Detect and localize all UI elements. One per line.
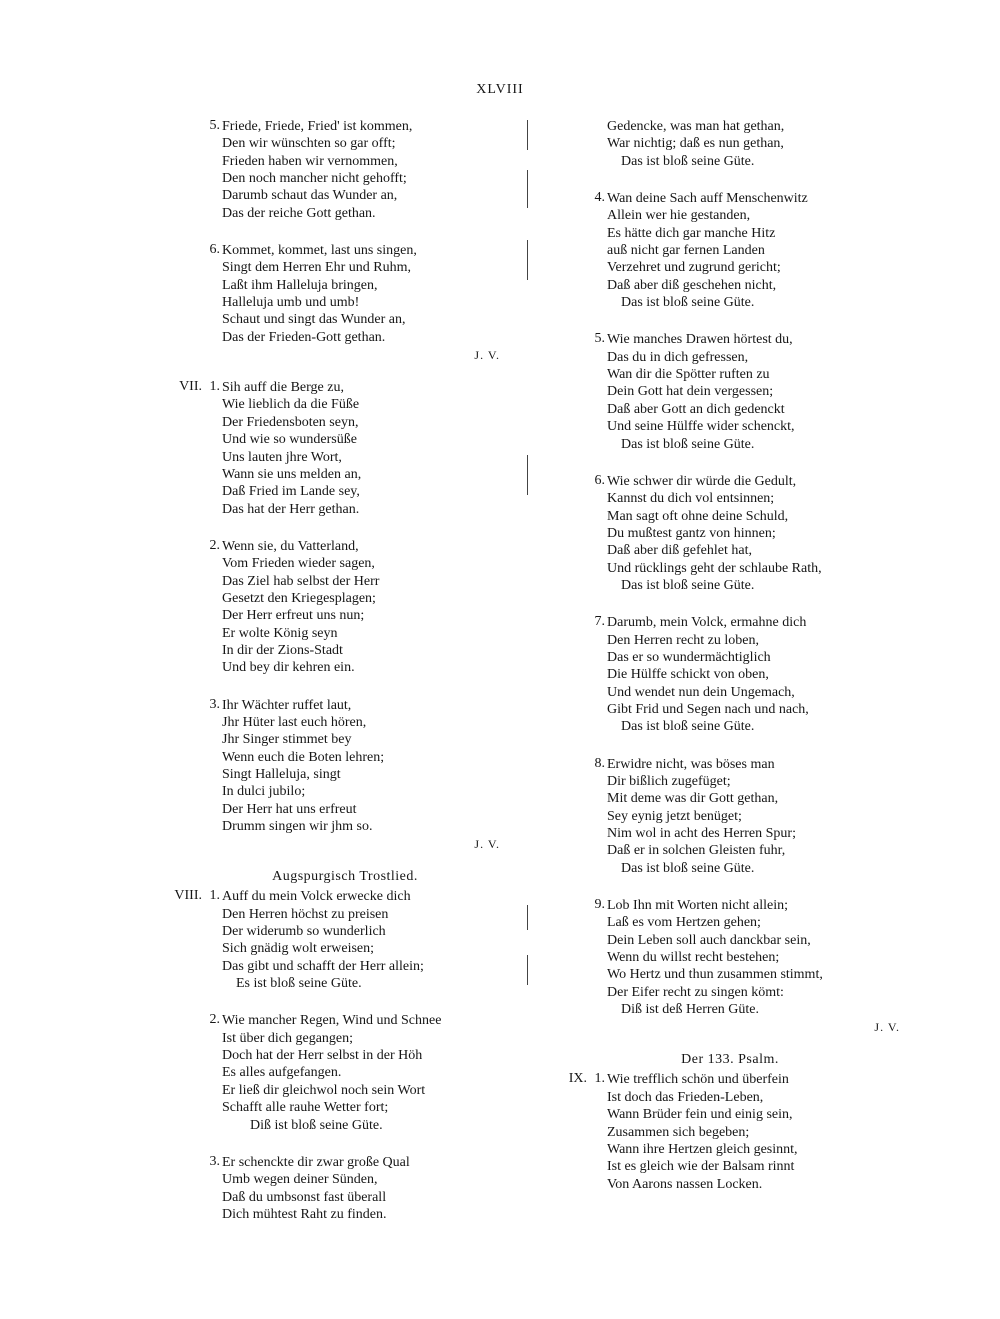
stanza: [160, 1154, 500, 1223]
verse-line: Schafft alle rauhe Wetter fort;: [222, 1100, 389, 1116]
verse-line: Das Ziel hab selbst der Herr: [222, 573, 380, 589]
verse-line: Halleluja umb und umb!: [222, 295, 360, 311]
refrain-line: Das ist bloß seine Güte.: [621, 436, 755, 452]
stanza: [545, 1071, 885, 1192]
verse-line: Darumb schaut das Wunder an,: [222, 188, 398, 204]
verse-line: Gesetzt den Kriegesplagen;: [222, 590, 376, 606]
verse-line: Zusammen sich begeben;: [607, 1124, 750, 1140]
verse-line: Ist es gleich wie der Balsam rinnt: [607, 1159, 795, 1175]
author-signature: J. V.: [474, 348, 500, 363]
refrain-line: Das ist bloß seine Güte.: [621, 295, 755, 311]
verse-line: Daß aber diß gefehlet hat,: [607, 543, 752, 559]
verse-line: Den Herren höchst zu preisen: [222, 906, 389, 922]
refrain-line: Es ist bloß seine Güte.: [236, 976, 362, 992]
author-signature: J. V.: [474, 837, 500, 852]
verse-line: Dir bißlich zugefüget;: [607, 774, 731, 789]
verse-line: Es hätte dich gar manche Hitz: [607, 225, 776, 241]
verse-line: Uns lauten jhre Wort,: [222, 449, 342, 465]
stanza-number: 1.: [209, 888, 220, 904]
refrain-line: Das ist bloß seine Güte.: [621, 577, 755, 593]
verse-line: Erwidre nicht, was böses man: [607, 756, 775, 772]
song-title: Augspurgisch Trostlied.: [272, 869, 418, 885]
stanza: [160, 697, 500, 836]
verse-line: Daß aber Gott an dich gedenckt: [607, 401, 785, 417]
verse-line: Wie manches Drawen hörtest du,: [607, 332, 793, 348]
refrain-line: Das ist bloß seine Güte.: [621, 719, 755, 735]
verse-line: Daß Fried im Lande sey,: [222, 484, 360, 500]
stanza: [160, 538, 500, 677]
verse-line: Wie mancher Regen, Wind und Schnee: [222, 1013, 442, 1029]
section-number: VIII.: [174, 888, 202, 904]
verse-line: Wann Brüder fein und einig sein,: [607, 1107, 793, 1123]
verse-line: War nichtig; daß es nun gethan,: [607, 136, 784, 152]
verse-line: Daß aber diß geschehen nicht,: [607, 277, 777, 293]
left-column: [160, 118, 500, 1243]
verse-line: Kommet, kommet, last uns singen,: [222, 243, 417, 259]
verse-line: Wo Hertz und thun zusammen stimmt,: [607, 967, 823, 983]
verse-line: Das der Frieden-Gott gethan.: [222, 329, 386, 345]
verse-line: Laßt ihm Halleluja bringen,: [222, 277, 378, 293]
verse-line: Wann sie uns melden an,: [222, 466, 362, 482]
stanza: [160, 242, 500, 346]
stanza: [545, 756, 885, 877]
column-divider: [527, 455, 528, 495]
verse-line: auß nicht gar fernen Landen: [607, 243, 765, 259]
stanza: [545, 897, 885, 1018]
verse-line: Ist über dich gegangen;: [222, 1030, 354, 1046]
column-divider: [527, 170, 528, 208]
verse-line: Sey eynig jetzt benüget;: [607, 808, 742, 824]
verse-line: Dich mühtest Raht zu finden.: [222, 1206, 387, 1222]
verse-line: Gedencke, was man hat gethan,: [607, 119, 785, 134]
verse-line: Vom Frieden wieder sagen,: [222, 556, 375, 572]
verse-line: Wie trefflich schön und überfein: [607, 1072, 789, 1088]
verse-line: Drumm singen wir jhm so.: [222, 819, 373, 835]
stanza: [545, 331, 885, 452]
stanza-number: 3.: [209, 1153, 220, 1169]
verse-line: Das gibt und schafft der Herr allein;: [222, 958, 424, 974]
verse-line: Er schenckte dir zwar große Qual: [222, 1154, 410, 1170]
verse-line: Allein wer hie gestanden,: [607, 208, 751, 224]
verse-line: Singt Halleluja, singt: [222, 767, 341, 782]
stanza: [545, 190, 885, 311]
page-number: XLVIII: [476, 82, 524, 97]
stanza: [160, 379, 500, 518]
stanza-number: 8.: [594, 755, 605, 771]
verse-line: Ihr Wächter ruffet laut,: [222, 697, 352, 713]
verse-line: Doch hat der Herr selbst in der Höh: [222, 1048, 423, 1064]
stanza: [160, 888, 500, 992]
verse-line: Und wendet nun dein Ungemach,: [607, 684, 795, 700]
verse-line: Und bey dir kehren ein.: [222, 660, 355, 676]
verse-line: Jhr Singer stimmet bey: [222, 732, 352, 748]
verse-line: Der Herr hat uns erfreut: [222, 801, 357, 817]
verse-line: Kannst du dich vol entsinnen;: [607, 491, 775, 507]
verse-line: Das der reiche Gott gethan.: [222, 205, 376, 221]
verse-line: Es alles aufgefangen.: [222, 1065, 342, 1081]
stanza-number: 1.: [209, 379, 220, 395]
verse-line: Mit deme was dir Gott gethan,: [607, 791, 779, 807]
verse-line: Du mußtest gantz von hinnen;: [607, 525, 776, 541]
stanza-number: 5.: [209, 118, 220, 133]
verse-line: Wan deine Sach auff Menschenwitz: [607, 191, 808, 207]
verse-line: Das du in dich gefressen,: [607, 349, 749, 365]
stanza: [160, 1012, 500, 1133]
verse-line: Das hat der Herr gethan.: [222, 501, 360, 517]
verse-line: Wenn sie, du Vatterland,: [222, 538, 359, 554]
verse-line: Ist doch das Frieden-Leben,: [607, 1089, 764, 1105]
column-divider: [527, 905, 528, 930]
stanza-number: 1.: [594, 1071, 605, 1087]
verse-line: Er ließ dir gleichwol noch sein Wort: [222, 1082, 426, 1098]
verse-line: Wann ihre Hertzen gleich gesinnt,: [607, 1141, 798, 1157]
column-divider: [527, 120, 528, 150]
verse-line: Der Eifer recht zu singen kömt:: [607, 984, 784, 1000]
stanza-number: 3.: [209, 696, 220, 712]
verse-line: Auff du mein Volck erwecke dich: [222, 889, 411, 905]
column-divider: [527, 955, 528, 985]
column-divider: [527, 240, 528, 280]
verse-line: Er wolte König seyn: [222, 625, 338, 641]
verse-line: Der widerumb so wunderlich: [222, 924, 386, 940]
stanza: [545, 473, 885, 594]
verse-line: Nim wol in acht des Herren Spur;: [607, 826, 796, 842]
verse-line: Der Friedensboten seyn,: [222, 414, 359, 430]
stanza-number: 5.: [594, 331, 605, 347]
song-title: Der 133. Psalm.: [681, 1052, 779, 1068]
verse-line: Die Hülffe schickt von oben,: [607, 667, 769, 683]
verse-line: Das er so wundermächtiglich: [607, 649, 771, 665]
verse-line: Man sagt oft ohne deine Schuld,: [607, 508, 789, 524]
stanza-number: 4.: [594, 190, 605, 206]
verse-line: Und rücklings geht der schlaube Rath,: [607, 560, 822, 576]
refrain-line: Diß ist deß Herren Güte.: [621, 1002, 760, 1018]
right-column: [545, 118, 900, 1213]
verse-line: Und wie so wundersüße: [222, 432, 357, 448]
verse-line: Wie schwer dir würde die Gedult,: [607, 473, 797, 489]
verse-line: In dir der Zions-Stadt: [222, 642, 343, 658]
verse-line: Darumb, mein Volck, ermahne dich: [607, 615, 807, 631]
refrain-line: Das ist bloß seine Güte.: [621, 860, 755, 876]
stanza: [545, 118, 885, 170]
verse-line: Der Herr erfreut uns nun;: [222, 608, 365, 624]
section-number: IX.: [568, 1071, 587, 1087]
verse-line: Singt dem Herren Ehr und Ruhm,: [222, 260, 411, 276]
verse-line: Laß es vom Hertzen gehen;: [607, 915, 761, 931]
stanza-number: 2.: [209, 537, 220, 553]
verse-line: Umb wegen deiner Sünden,: [222, 1172, 378, 1188]
stanza-number: 6.: [594, 472, 605, 488]
verse-line: Daß er in solchen Gleisten fuhr,: [607, 843, 786, 859]
verse-line: Sich gnädig wolt erweisen;: [222, 941, 375, 957]
verse-line: Wenn euch die Boten lehren;: [222, 749, 385, 765]
verse-line: Wie lieblich da die Füße: [222, 397, 360, 413]
verse-line: Dein Gott hat dein vergessen;: [607, 384, 774, 400]
verse-line: Dein Leben soll auch danckbar sein,: [607, 932, 811, 948]
stanza: [160, 118, 500, 222]
verse-line: Gibt Frid und Segen nach und nach,: [607, 701, 809, 717]
verse-line: Von Aarons nassen Locken.: [607, 1176, 763, 1192]
verse-line: Wenn du willst recht bestehen;: [607, 950, 780, 966]
verse-line: Jhr Hüter last euch hören,: [222, 714, 367, 730]
verse-line: In dulci jubilo;: [222, 784, 306, 800]
stanza: [545, 614, 885, 735]
section-number: VII.: [179, 379, 202, 395]
verse-line: Friede, Friede, Fried' ist kommen,: [222, 119, 413, 134]
verse-line: Lob Ihn mit Worten nicht allein;: [607, 898, 788, 914]
verse-line: Wan dir die Spötter ruften zu: [607, 367, 770, 383]
verse-line: Sih auff die Berge zu,: [222, 380, 344, 396]
verse-line: Verzehret und zugrund gericht;: [607, 260, 781, 276]
verse-line: Frieden haben wir vernommen,: [222, 153, 398, 169]
refrain-line: Das ist bloß seine Güte.: [621, 153, 755, 169]
author-signature: J. V.: [874, 1020, 900, 1035]
stanza-number: 9.: [594, 897, 605, 913]
verse-line: Den Herren recht zu loben,: [607, 632, 759, 648]
verse-line: Den noch mancher nicht gehofft;: [222, 171, 407, 187]
stanza-number: 2.: [209, 1012, 220, 1028]
verse-line: Schaut und singt das Wunder an,: [222, 312, 406, 328]
verse-line: Daß du umbsonst fast überall: [222, 1189, 387, 1205]
stanza-number: 6.: [209, 242, 220, 258]
verse-line: Den wir wünschten so gar offt;: [222, 136, 396, 152]
verse-line: Und seine Hülffe wider schenckt,: [607, 419, 795, 435]
refrain-line: Diß ist bloß seine Güte.: [250, 1117, 383, 1133]
stanza-number: 7.: [594, 614, 605, 630]
